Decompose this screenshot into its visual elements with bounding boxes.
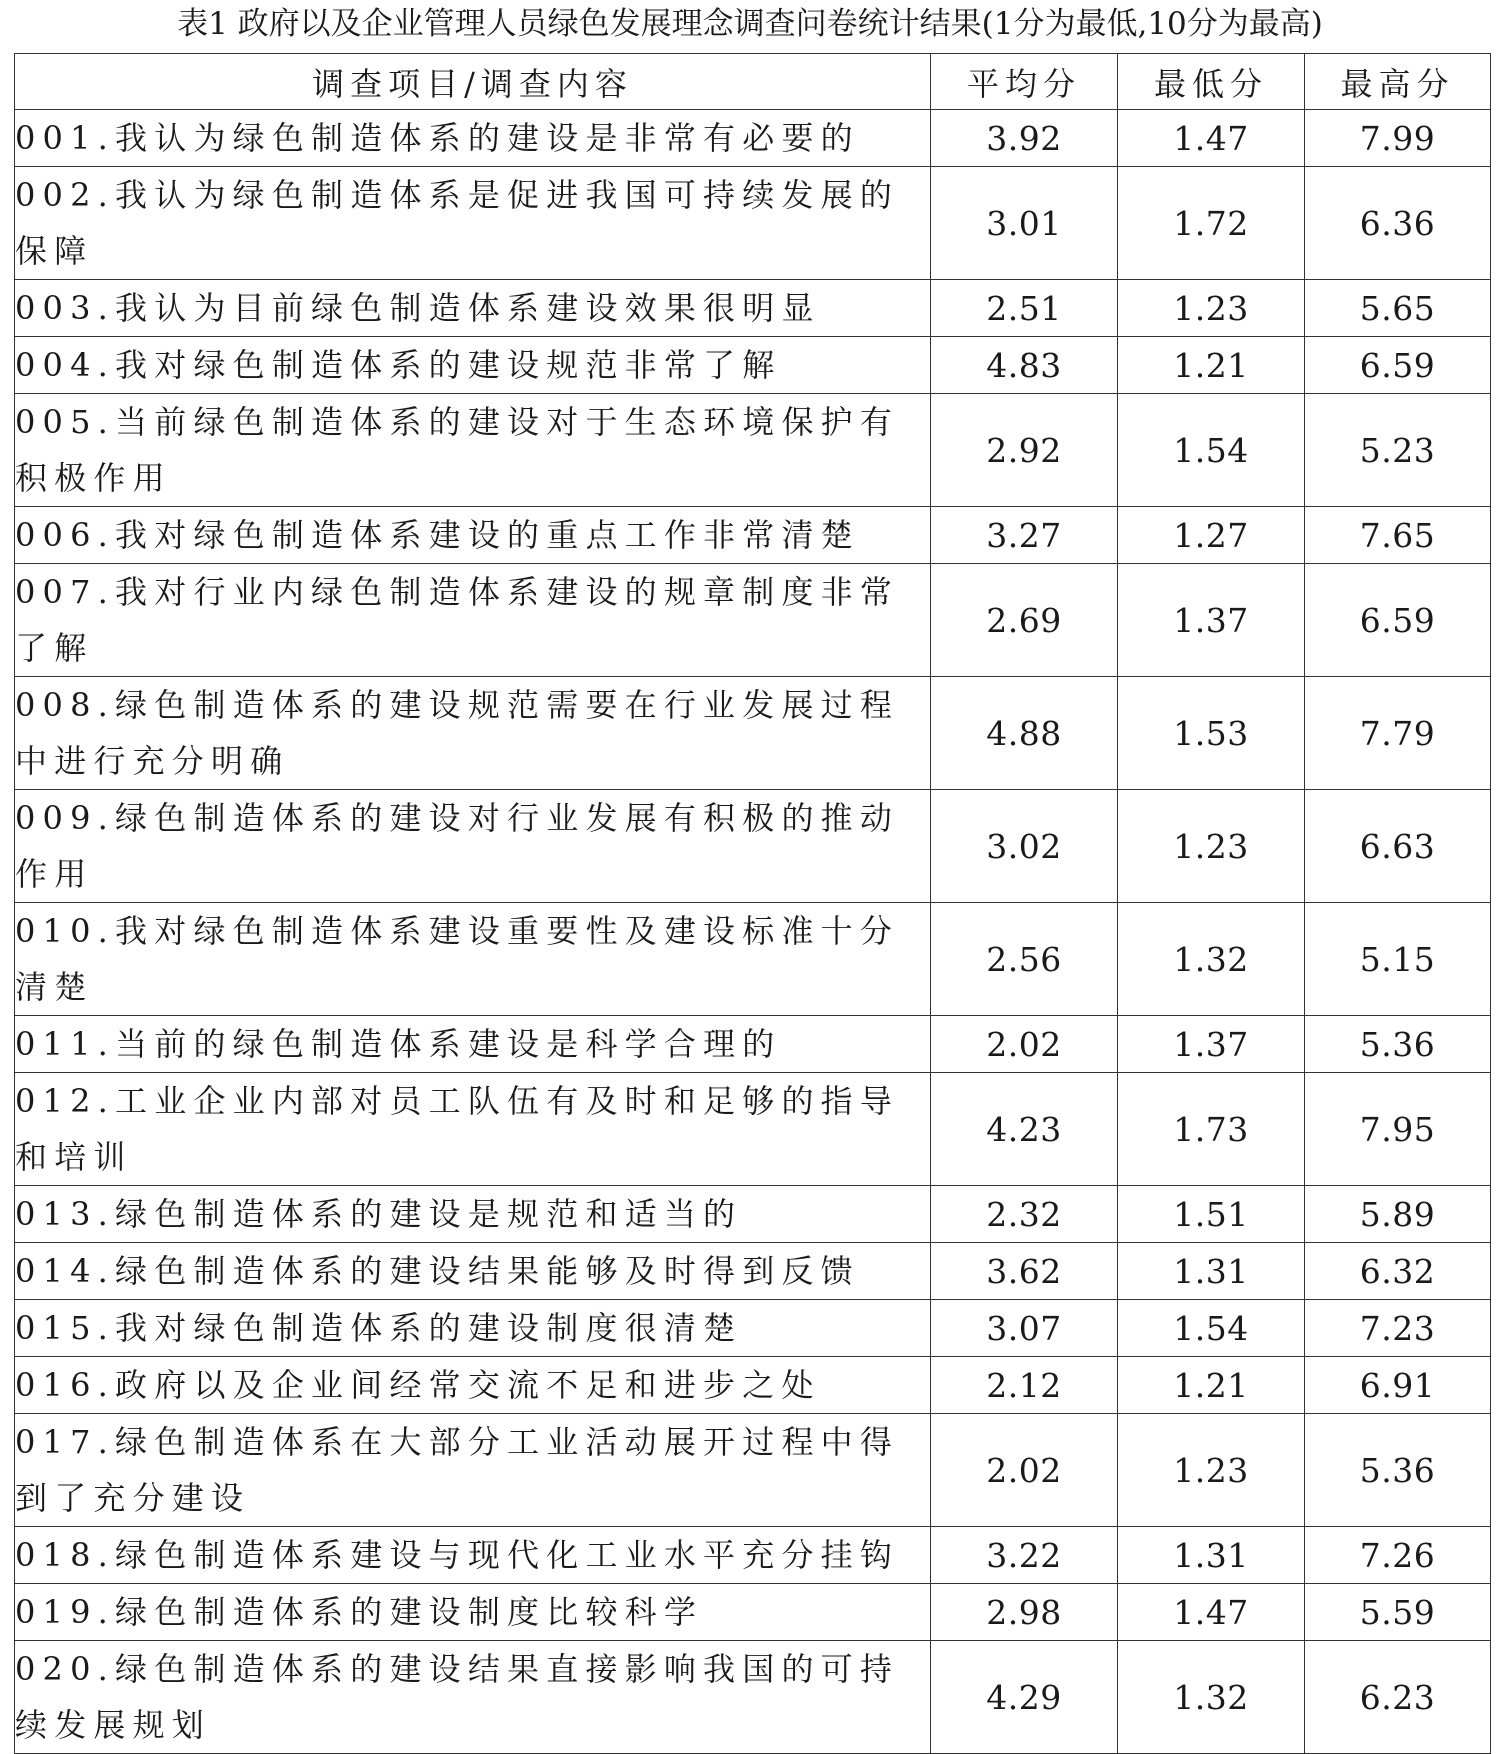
- min-cell: 1.53: [1118, 677, 1305, 790]
- avg-cell: 4.23: [931, 1073, 1118, 1186]
- table-row: [15, 903, 1491, 1016]
- max-cell: 5.65: [1305, 280, 1491, 337]
- table-caption: 表1 政府以及企业管理人员绿色发展理念调查问卷统计结果(1分为最低,10分为最高): [177, 6, 1323, 42]
- min-cell: 1.37: [1118, 1016, 1305, 1073]
- avg-cell: 2.51: [931, 280, 1118, 337]
- min-cell: 1.31: [1118, 1527, 1305, 1584]
- max-cell: 6.23: [1305, 1641, 1491, 1754]
- max-cell: 7.79: [1305, 677, 1491, 790]
- item-cell: 004.我对绿色制造体系的建设规范非常了解: [15, 337, 931, 394]
- item-cell: 007.我对行业内绿色制造体系建设的规章制度非常了解: [15, 564, 931, 677]
- avg-cell: 3.07: [931, 1300, 1118, 1357]
- table-row: [15, 1641, 1491, 1754]
- max-cell: 6.36: [1305, 167, 1491, 280]
- avg-cell: 3.02: [931, 790, 1118, 903]
- avg-cell: 2.98: [931, 1584, 1118, 1641]
- table-row: [15, 280, 1491, 337]
- item-cell: 002.我认为绿色制造体系是促进我国可持续发展的保障: [15, 167, 931, 280]
- max-cell: 7.99: [1305, 110, 1491, 167]
- item-cell: 010.我对绿色制造体系建设重要性及建设标准十分清楚: [15, 903, 931, 1016]
- min-cell: 1.31: [1118, 1243, 1305, 1300]
- item-cell: 018.绿色制造体系建设与现代化工业水平充分挂钩: [15, 1527, 931, 1584]
- max-cell: 5.23: [1305, 394, 1491, 507]
- min-cell: 1.32: [1118, 1641, 1305, 1754]
- avg-cell: 4.88: [931, 677, 1118, 790]
- item-cell: 001.我认为绿色制造体系的建设是非常有必要的: [15, 110, 931, 167]
- avg-cell: 2.32: [931, 1186, 1118, 1243]
- max-cell: 6.63: [1305, 790, 1491, 903]
- min-cell: 1.37: [1118, 564, 1305, 677]
- table-row: [15, 790, 1491, 903]
- max-cell: 7.23: [1305, 1300, 1491, 1357]
- max-cell: 6.32: [1305, 1243, 1491, 1300]
- table-row: [15, 1300, 1491, 1357]
- item-cell: 017.绿色制造体系在大部分工业活动展开过程中得到了充分建设: [15, 1414, 931, 1527]
- item-cell: 006.我对绿色制造体系建设的重点工作非常清楚: [15, 507, 931, 564]
- min-cell: 1.21: [1118, 1357, 1305, 1414]
- min-cell: 1.23: [1118, 280, 1305, 337]
- min-cell: 1.23: [1118, 1414, 1305, 1527]
- header-min: 最低分: [1118, 54, 1305, 110]
- max-cell: 5.36: [1305, 1414, 1491, 1527]
- max-cell: 7.95: [1305, 1073, 1491, 1186]
- item-cell: 005.当前绿色制造体系的建设对于生态环境保护有积极作用: [15, 394, 931, 507]
- avg-cell: 3.22: [931, 1527, 1118, 1584]
- table-row: [15, 564, 1491, 677]
- min-cell: 1.54: [1118, 1300, 1305, 1357]
- table-row: [15, 110, 1491, 167]
- max-cell: 7.26: [1305, 1527, 1491, 1584]
- max-cell: 7.65: [1305, 507, 1491, 564]
- header-max: 最高分: [1305, 54, 1491, 110]
- item-cell: 014.绿色制造体系的建设结果能够及时得到反馈: [15, 1243, 931, 1300]
- avg-cell: 3.27: [931, 507, 1118, 564]
- min-cell: 1.32: [1118, 903, 1305, 1016]
- table-row: [15, 337, 1491, 394]
- min-cell: 1.47: [1118, 1584, 1305, 1641]
- avg-cell: 4.29: [931, 1641, 1118, 1754]
- table-row: [15, 677, 1491, 790]
- table-row: [15, 394, 1491, 507]
- survey-results-table: [14, 53, 1491, 1754]
- min-cell: 1.47: [1118, 110, 1305, 167]
- table-row: [15, 1016, 1491, 1073]
- avg-cell: 2.56: [931, 903, 1118, 1016]
- table-row: [15, 1584, 1491, 1641]
- max-cell: 5.15: [1305, 903, 1491, 1016]
- header-avg: 平均分: [931, 54, 1118, 110]
- table-row: [15, 1357, 1491, 1414]
- item-cell: 019.绿色制造体系的建设制度比较科学: [15, 1584, 931, 1641]
- max-cell: 5.89: [1305, 1186, 1491, 1243]
- avg-cell: 3.92: [931, 110, 1118, 167]
- min-cell: 1.51: [1118, 1186, 1305, 1243]
- table-row: [15, 1527, 1491, 1584]
- max-cell: 5.36: [1305, 1016, 1491, 1073]
- item-cell: 020.绿色制造体系的建设结果直接影响我国的可持续发展规划: [15, 1641, 931, 1754]
- item-cell: 015.我对绿色制造体系的建设制度很清楚: [15, 1300, 931, 1357]
- item-cell: 009.绿色制造体系的建设对行业发展有积极的推动作用: [15, 790, 931, 903]
- avg-cell: 2.92: [931, 394, 1118, 507]
- table-row: [15, 1414, 1491, 1527]
- min-cell: 1.23: [1118, 790, 1305, 903]
- max-cell: 6.91: [1305, 1357, 1491, 1414]
- table-row: [15, 1186, 1491, 1243]
- min-cell: 1.21: [1118, 337, 1305, 394]
- table-row: [15, 507, 1491, 564]
- item-cell: 016.政府以及企业间经常交流不足和进步之处: [15, 1357, 931, 1414]
- table-row: [15, 167, 1491, 280]
- max-cell: 5.59: [1305, 1584, 1491, 1641]
- avg-cell: 2.02: [931, 1016, 1118, 1073]
- avg-cell: 3.01: [931, 167, 1118, 280]
- avg-cell: 2.02: [931, 1414, 1118, 1527]
- item-cell: 011.当前的绿色制造体系建设是科学合理的: [15, 1016, 931, 1073]
- min-cell: 1.73: [1118, 1073, 1305, 1186]
- item-cell: 003.我认为目前绿色制造体系建设效果很明显: [15, 280, 931, 337]
- avg-cell: 4.83: [931, 337, 1118, 394]
- item-cell: 008.绿色制造体系的建设规范需要在行业发展过程中进行充分明确: [15, 677, 931, 790]
- min-cell: 1.27: [1118, 507, 1305, 564]
- table-row: [15, 1073, 1491, 1186]
- avg-cell: 2.12: [931, 1357, 1118, 1414]
- max-cell: 6.59: [1305, 337, 1491, 394]
- header-row: [15, 54, 1491, 110]
- avg-cell: 3.62: [931, 1243, 1118, 1300]
- item-cell: 013.绿色制造体系的建设是规范和适当的: [15, 1186, 931, 1243]
- min-cell: 1.72: [1118, 167, 1305, 280]
- min-cell: 1.54: [1118, 394, 1305, 507]
- header-item: 调查项目/调查内容: [15, 54, 931, 110]
- max-cell: 6.59: [1305, 564, 1491, 677]
- avg-cell: 2.69: [931, 564, 1118, 677]
- table-row: [15, 1243, 1491, 1300]
- item-cell: 012.工业企业内部对员工队伍有及时和足够的指导和培训: [15, 1073, 931, 1186]
